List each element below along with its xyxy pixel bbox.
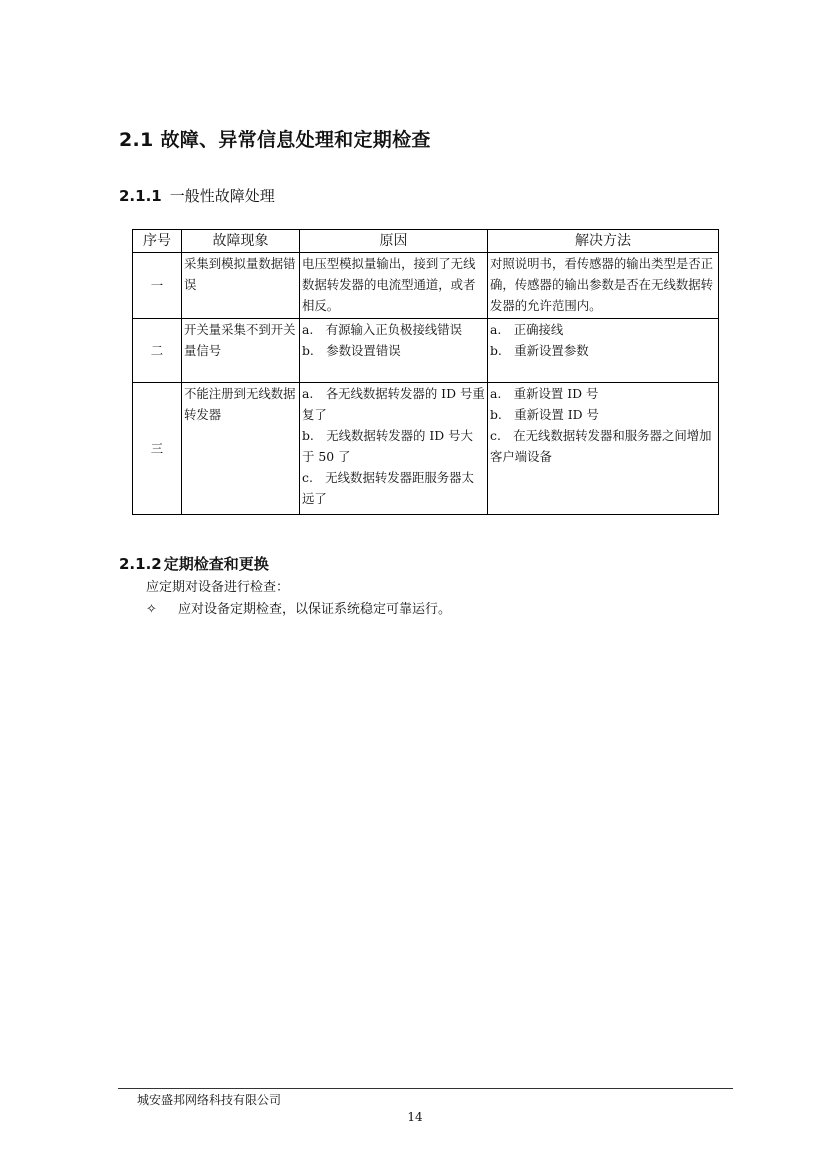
solution-item: 对照说明书，看传感器的输出类型是否正确，传感器的输出参数是否在无线数据转发器的允许范围内。	[490, 256, 714, 313]
subsection-title: 一般性故障处理	[169, 187, 275, 205]
row-solution	[488, 253, 719, 319]
section-title: 2.1 故障、异常信息处理和定期检查	[119, 129, 431, 151]
solution-item: b. 重新设置参数	[490, 343, 589, 358]
row-solution	[488, 319, 719, 383]
cause-item: 电压型模拟量输出，接到了无线数据转发器的电流型通道，或者相反。	[302, 256, 476, 313]
table-row	[133, 253, 719, 319]
header-solution: 解决方法	[488, 230, 719, 253]
header-cause: 原因	[300, 230, 488, 253]
solution-item: a. 正确接线	[490, 322, 564, 337]
diamond-outline-icon: ✧	[146, 602, 157, 617]
solution-item: c. 在无线数据转发器和服务器之间增加客户端设备	[490, 428, 712, 464]
row-cause	[300, 383, 488, 515]
row-seq: 一	[133, 253, 182, 319]
row-phenomenon: 不能注册到无线数据转发器	[182, 383, 300, 515]
cause-item: b. 无线数据转发器的 ID 号大于 50 了	[302, 428, 473, 464]
cause-item: a. 各无线数据转发器的 ID 号重复了	[302, 386, 485, 422]
bullet-item	[146, 598, 451, 617]
header-seq: 序号	[133, 230, 182, 253]
subsection-number: 2.1.1	[119, 187, 162, 205]
table-row	[133, 319, 719, 383]
subsection-heading-periodic-check	[119, 553, 269, 574]
bullet-text: 应对设备定期检查，以保证系统稳定可靠运行。	[178, 602, 452, 617]
subsection-number: 2.1.2	[119, 555, 162, 573]
solution-item: b. 重新设置 ID 号	[490, 407, 599, 422]
cause-item: c. 无线数据转发器距服务器太远了	[302, 470, 474, 506]
solution-item: a. 重新设置 ID 号	[490, 386, 599, 401]
row-phenomenon: 采集到模拟量数据错误	[182, 253, 300, 319]
row-cause	[300, 319, 488, 383]
cause-item: a. 有源输入正负极接线错误	[302, 322, 463, 337]
footer-divider	[118, 1088, 733, 1089]
row-solution	[488, 383, 719, 515]
row-seq: 二	[133, 319, 182, 383]
body-paragraph: 应定期对设备进行检查：	[146, 580, 290, 595]
footer-company: 城安盛邦网络科技有限公司	[137, 1093, 282, 1107]
page-number: 14	[407, 1110, 423, 1124]
row-seq: 三	[133, 383, 182, 515]
header-phenomenon: 故障现象	[182, 230, 300, 253]
row-phenomenon: 开关量采集不到开关量信号	[182, 319, 300, 383]
fault-table	[132, 229, 719, 515]
table-header-row	[133, 230, 719, 253]
subsection-heading-general-faults	[119, 185, 275, 206]
cause-item: b. 参数设置错误	[302, 343, 401, 358]
table-row	[133, 383, 719, 515]
subsection-title: 定期检查和更换	[163, 555, 269, 573]
row-cause	[300, 253, 488, 319]
